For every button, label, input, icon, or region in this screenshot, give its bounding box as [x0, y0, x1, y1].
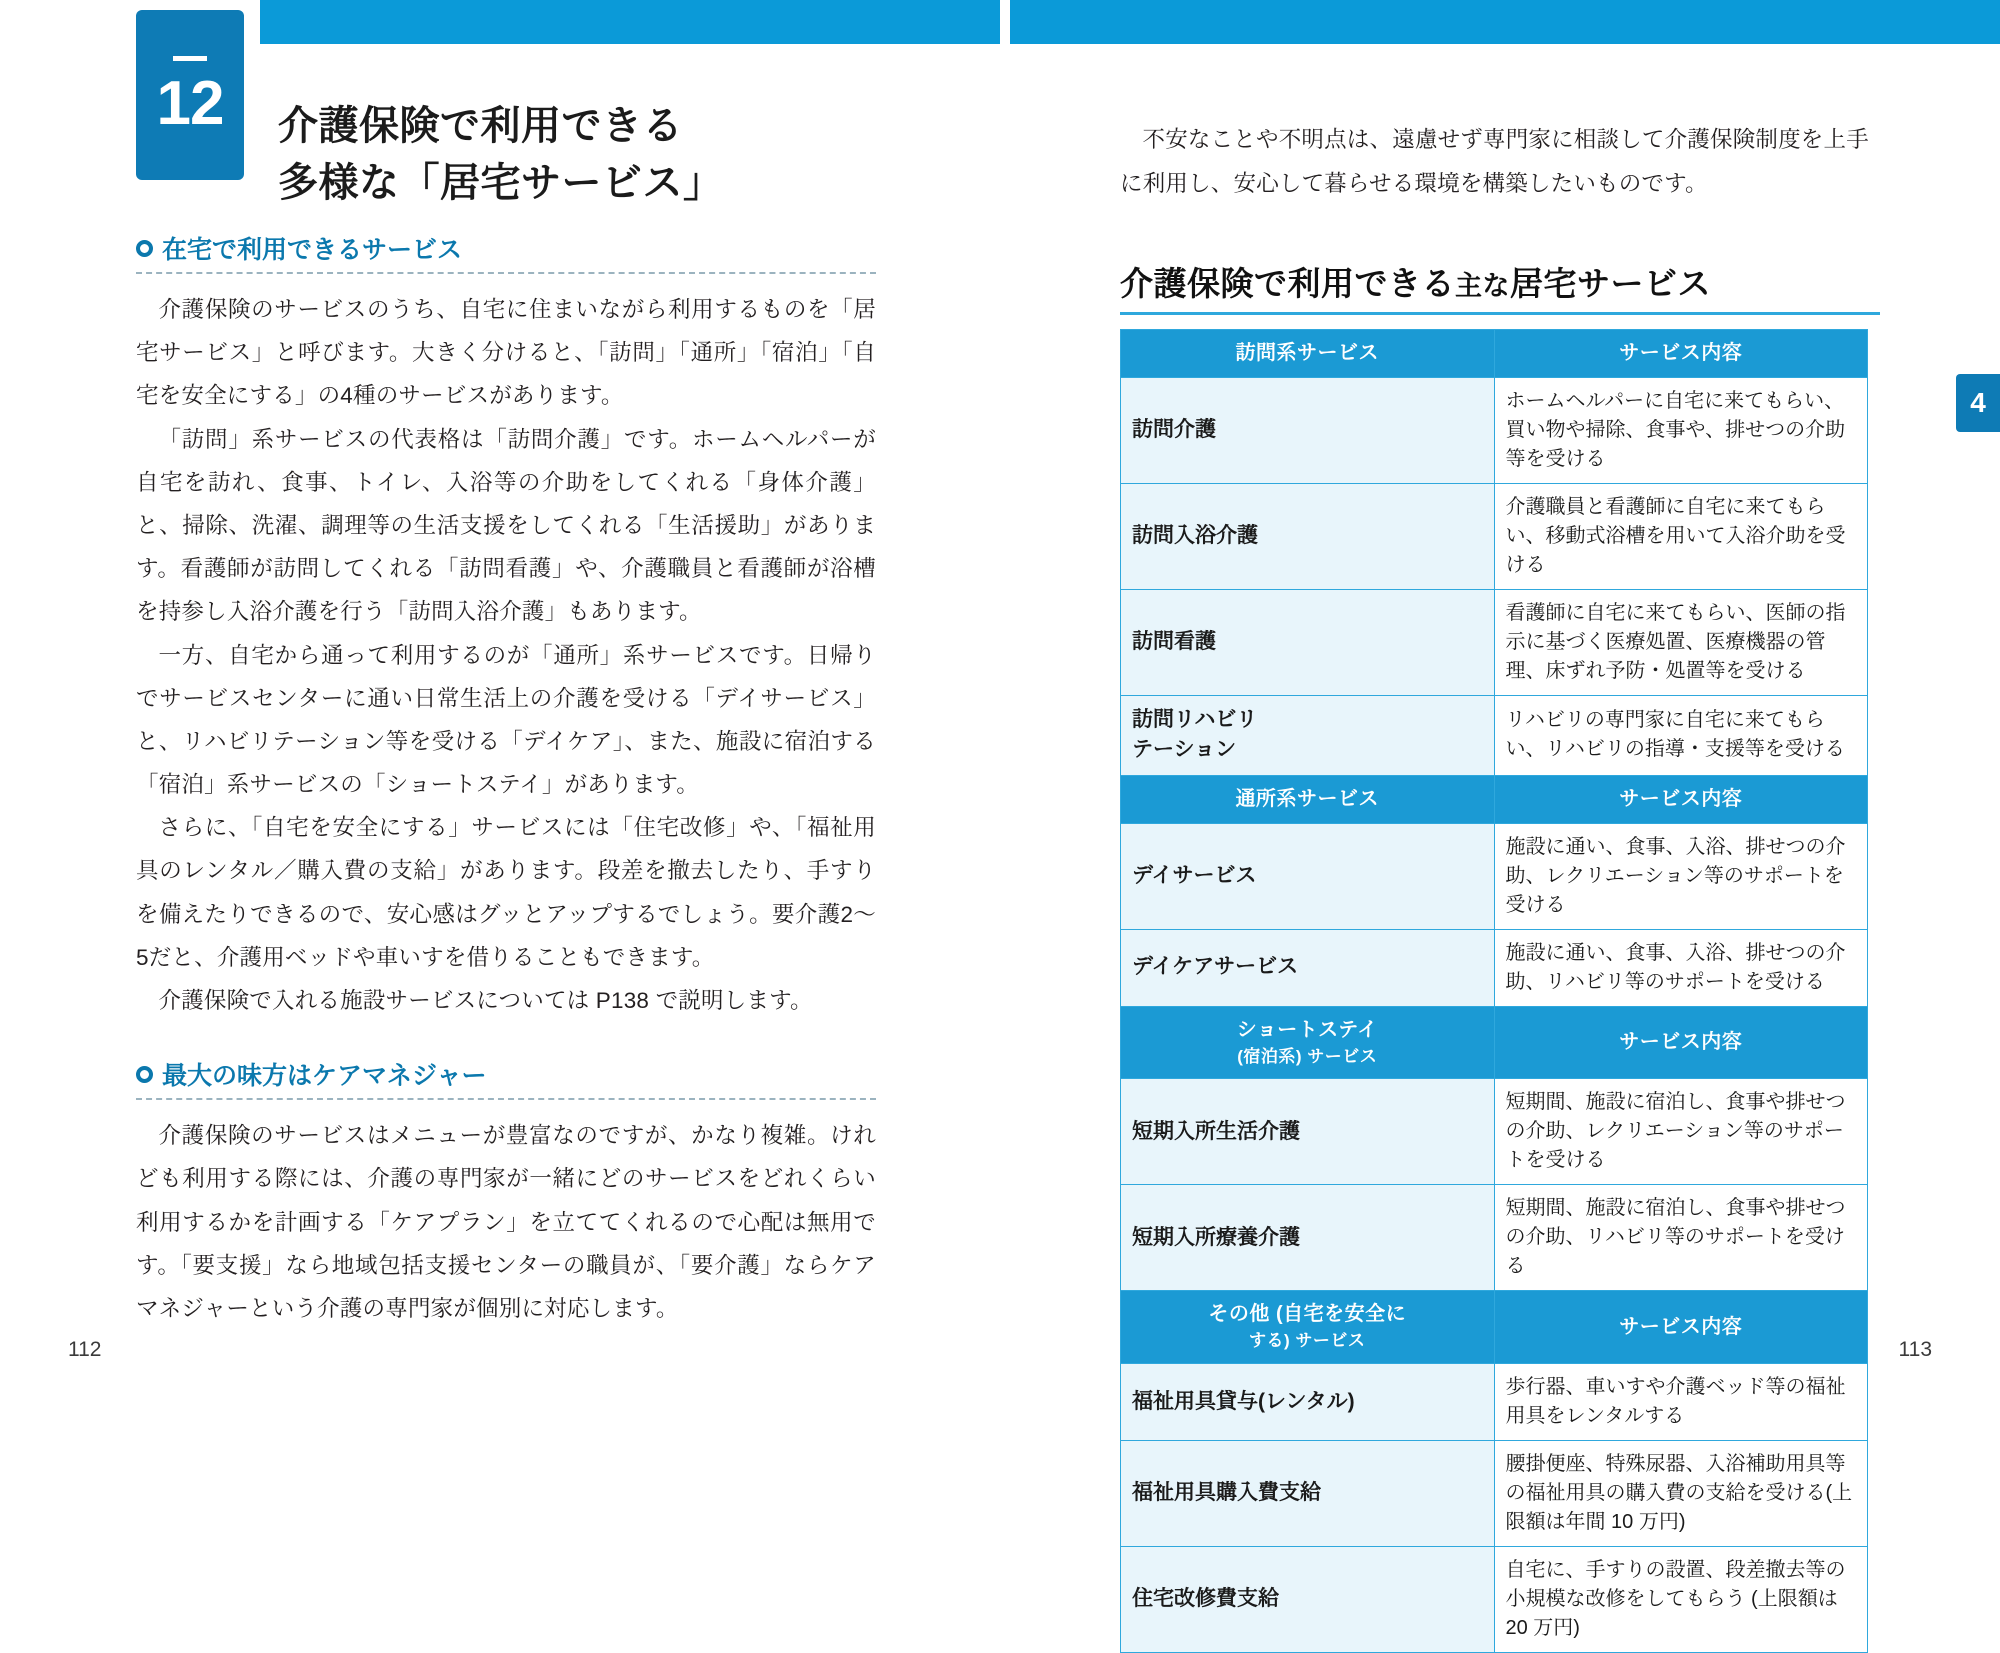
table-title-part1: 介護保険で利用できる: [1120, 264, 1455, 302]
section-heading-home-services: [136, 230, 876, 266]
table-service-name: デイケアサービス: [1121, 929, 1495, 1006]
table-title-underline: [1120, 312, 1880, 315]
table-row: [1121, 929, 1868, 1006]
table-title-part3: 居宅サービス: [1510, 264, 1711, 302]
table-service-description: 短期間、施設に宿泊し、食事や排せつの介助、リハビリ等のサポートを受ける: [1494, 1185, 1868, 1291]
table-service-description: 腰掛便座、特殊尿器、入浴補助用具等の福祉用具の購入費の支給を受ける(上限額は年間 10 万円): [1494, 1440, 1868, 1546]
table-row: [1121, 483, 1868, 589]
table-service-description: 施設に通い、食事、入浴、排せつの介助、リハビリ等のサポートを受ける: [1494, 929, 1868, 1006]
header-bar-left: [260, 0, 1000, 44]
left-column: [136, 230, 876, 1330]
table-category-row: [1121, 329, 1868, 377]
header-bar-right: [1010, 0, 2000, 44]
chapter-side-tab: 4: [1956, 374, 2000, 432]
table-category-row: [1121, 775, 1868, 823]
table-category-label: 訪問系サービス: [1121, 329, 1495, 377]
section-heading-label: 在宅で利用できるサービス: [162, 236, 463, 264]
table-category-label: 通所系サービス: [1121, 775, 1495, 823]
section-divider: [136, 272, 876, 274]
page-number-right: 113: [1898, 1338, 1932, 1361]
chapter-number-badge: [136, 10, 244, 180]
paragraph: 一方、自宅から通って利用するのが「通所」系サービスです。日帰りでサービスセンターに通い日常生活上の介護を受ける「デイサービス」と、リハビリテーション等を受ける「デイケア」、また、施設に宿泊する「宿泊」系サービスの「ショートステイ」があります。: [136, 642, 876, 798]
table-row: [1121, 377, 1868, 483]
section-heading-care-manager: [136, 1056, 876, 1092]
paragraph: 介護保険のサービスのうち、自宅に住まいながら利用するものを「居宅サービス」と呼びます。大きく分けると、「訪問」「通所」「宿泊」「自宅を安全にする」の4種のサービスがあります。: [136, 297, 876, 409]
table-service-description: 介護職員と看護師に自宅に来てもらい、移動式浴槽を用いて入浴介助を受ける: [1494, 483, 1868, 589]
page-title: [278, 98, 918, 212]
section-divider: [136, 1098, 876, 1100]
paragraph: 「訪問」系サービスの代表格は「訪問介護」です。ホームヘルパーが自宅を訪れ、食事、トイレ、入浴等の介助をしてくれる「身体介護」と、掃除、洗濯、調理等の生活支援をしてくれる「生活援助」があります。看護師が訪問してくれる「訪問看護」や、介護職員と看護師が浴槽を持参し入浴介護を行う「訪問入浴介護」もあります。: [136, 426, 876, 625]
table-service-name: 短期入所生活介護: [1121, 1079, 1495, 1185]
table-row: [1121, 1363, 1868, 1440]
table-row: [1121, 695, 1868, 775]
table-content-header: サービス内容: [1494, 775, 1868, 823]
table-row: [1121, 823, 1868, 929]
section-heading-label: 最大の味方はケアマネジャー: [162, 1062, 487, 1091]
table-service-name: デイサービス: [1121, 823, 1495, 929]
bullet-circle-icon: [136, 1066, 153, 1083]
table-title: [1120, 258, 1880, 305]
table-service-description: 短期間、施設に宿泊し、食事や排せつの介助、レクリエーション等のサポートを受ける: [1494, 1079, 1868, 1185]
table-service-description: ホームヘルパーに自宅に来てもらい、買い物や掃除、食事や、排せつの介助等を受ける: [1494, 377, 1868, 483]
table-category-row: [1121, 1006, 1868, 1079]
table-category-label: その他 (自宅を安全に する) サービス: [1121, 1291, 1495, 1364]
table-service-description: 自宅に、手すりの設置、段差撤去等の小規模な改修をしてもらう (上限額は 20 万円): [1494, 1546, 1868, 1652]
table-content-header: サービス内容: [1494, 1291, 1868, 1364]
table-row: [1121, 1546, 1868, 1652]
table-service-description: 歩行器、車いすや介護ベッド等の福祉用具をレンタルする: [1494, 1363, 1868, 1440]
table-service-description: 看護師に自宅に来てもらい、医師の指示に基づく医療処置、医療機器の管理、床ずれ予防・処置等を受ける: [1494, 589, 1868, 695]
chapter-number: 12: [156, 68, 224, 138]
table-service-name: 福祉用具購入費支給: [1121, 1440, 1495, 1546]
page-title-line2: 多様な「居宅サービス」: [278, 160, 724, 205]
table-row: [1121, 1440, 1868, 1546]
paragraph: 介護保険で入れる施設サービスについては P138 で説明します。: [158, 988, 813, 1013]
table-content-header: サービス内容: [1494, 1006, 1868, 1079]
table-service-name: 訪問リハビリ テーション: [1121, 695, 1495, 775]
badge-dash-icon: [173, 56, 207, 61]
table-row: [1121, 1185, 1868, 1291]
table-row: [1121, 1079, 1868, 1185]
intro-paragraph: 不安なことや不明点は、遠慮せず専門家に相談して介護保険制度を上手に利用し、安心して暮らせる環境を構築したいものです。: [1120, 127, 1869, 196]
page-number-left: 112: [68, 1338, 102, 1361]
table-category-label: ショートステイ (宿泊系) サービス: [1121, 1006, 1495, 1079]
table-service-name: 訪問介護: [1121, 377, 1495, 483]
table-service-name: 訪問看護: [1121, 589, 1495, 695]
table-service-name: 訪問入浴介護: [1121, 483, 1495, 589]
table-service-name: 福祉用具貸与(レンタル): [1121, 1363, 1495, 1440]
right-column: [1120, 118, 1880, 1653]
table-service-description: リハビリの専門家に自宅に来てもらい、リハビリの指導・支援等を受ける: [1494, 695, 1868, 775]
table-service-name: 住宅改修費支給: [1121, 1546, 1495, 1652]
paragraph: さらに、「自宅を安全にする」サービスには「住宅改修」や、「福祉用具のレンタル／購入費の支給」があります。段差を撤去したり、手すりを備えたりできるので、安心感はグッとアップするでしょう。要介護2〜5だと、介護用ベッドや車いすを借りることもできます。: [136, 815, 876, 970]
paragraph: 介護保険のサービスはメニューが豊富なのですが、かなり複雑。けれども利用する際には、介護の専門家が一緒にどのサービスをどれくらい利用するかを計画する「ケアプラン」を立ててくれるので心配は無用です。「要支援」なら地域包括支援センターの職員が、「要介護」ならケアマネジャーという介護の専門家が個別に対応します。: [136, 1123, 876, 1321]
page-title-line1: 介護保険で利用できる: [278, 104, 683, 148]
services-table: [1120, 329, 1868, 1653]
table-content-header: サービス内容: [1494, 329, 1868, 377]
table-service-name: 短期入所療養介護: [1121, 1185, 1495, 1291]
table-service-description: 施設に通い、食事、入浴、排せつの介助、レクリエーション等のサポートを受ける: [1494, 823, 1868, 929]
spacer: [136, 1022, 876, 1056]
bullet-circle-icon: [136, 240, 153, 257]
table-title-part2: 主な: [1455, 270, 1510, 301]
table-row: [1121, 589, 1868, 695]
table-category-row: [1121, 1291, 1868, 1364]
